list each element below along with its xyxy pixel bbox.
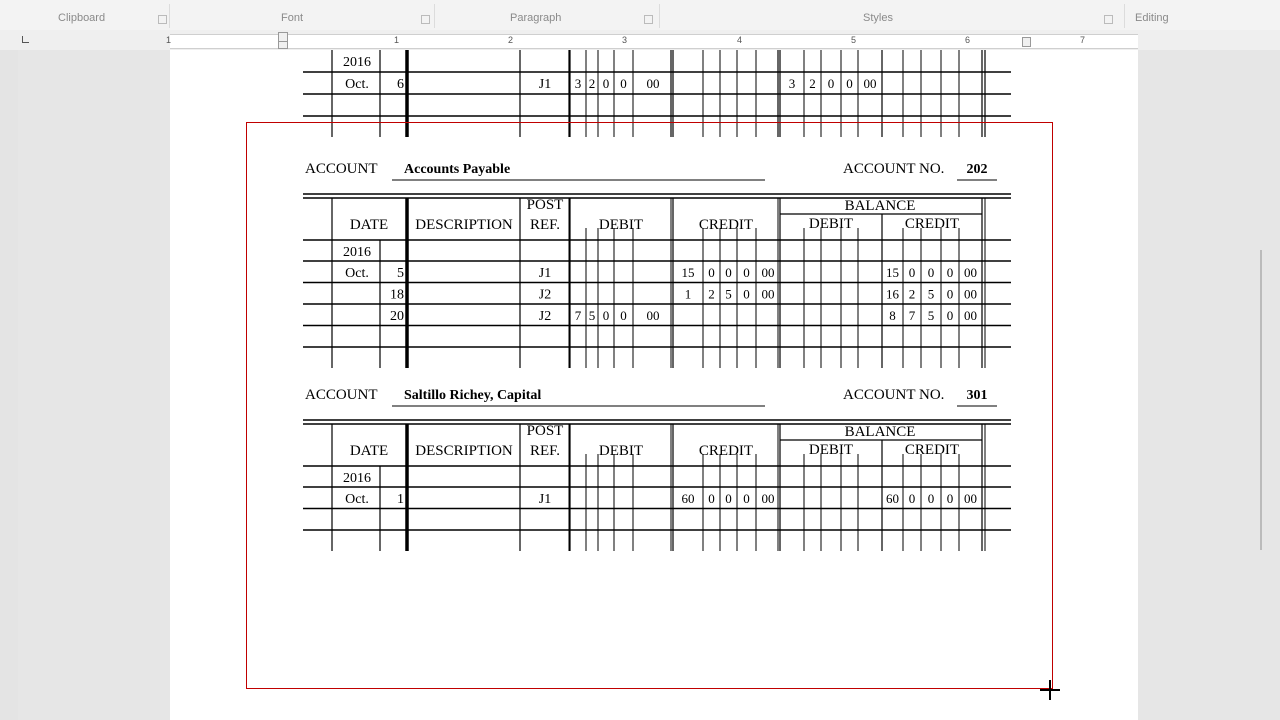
balance-header: BALANCE [844, 198, 916, 214]
date-header: DATE [349, 217, 389, 233]
month-cell: Oct. [345, 77, 369, 92]
ribbon-group-label: Paragraph [510, 12, 562, 24]
amount-digit: 0 [946, 491, 954, 506]
day-cell: 5 [397, 266, 404, 281]
amount-digit: 0 [708, 491, 715, 506]
ruler-number: 2 [508, 35, 514, 45]
amount-digit: 2 [908, 286, 916, 302]
amount-digit: 0 [602, 76, 610, 91]
amount-digit: 00 [761, 286, 775, 302]
amount-digit: 5 [927, 286, 935, 302]
amount-digit: 00 [964, 491, 977, 506]
amount-digit: 7 [908, 308, 916, 323]
year-cell: 2016 [343, 55, 371, 70]
balance-debit-header: DEBIT [808, 216, 854, 232]
amount-digit: 2 [708, 286, 715, 302]
amount-digit: 5 [725, 286, 732, 302]
amount-digit: 0 [827, 76, 835, 91]
amount-digit: 0 [927, 265, 935, 280]
ribbon-group-label: Font [281, 12, 304, 24]
amount-digit: 0 [743, 491, 750, 506]
month-cell: Oct. [345, 492, 369, 507]
amount-digit: 0 [620, 76, 627, 91]
amount-digit: 60 [886, 491, 899, 506]
description-header: DESCRIPTION [415, 217, 513, 233]
day-cell: 18 [390, 287, 404, 303]
post-ref-cell: J2 [538, 309, 552, 324]
amount-digit: 00 [761, 491, 775, 506]
day-cell: 1 [397, 492, 404, 507]
account-label: ACCOUNT [305, 387, 378, 403]
ref-header: REF. [529, 217, 561, 233]
amount-digit: 0 [743, 286, 750, 302]
ruler-number: 1 [394, 35, 400, 45]
day-cell: 6 [397, 77, 404, 92]
day-cell: 20 [390, 309, 404, 324]
amount-digit: 0 [946, 265, 954, 280]
debit-header: DEBIT [598, 443, 644, 459]
ruler-number: 4 [737, 35, 743, 45]
amount-digit: 00 [863, 76, 877, 91]
amount-digit: 3 [788, 76, 796, 91]
balance-debit-header: DEBIT [808, 442, 854, 458]
account-name: Saltillo Richey, Capital [404, 388, 542, 403]
amount-digit: 0 [927, 491, 935, 506]
amount-digit: 00 [964, 286, 977, 302]
post-ref-cell: J1 [538, 266, 552, 281]
account-name: Accounts Payable [404, 162, 511, 177]
amount-digit: 0 [908, 491, 916, 506]
move-cursor-icon [1040, 680, 1060, 700]
amount-digit: 0 [708, 265, 715, 280]
date-header: DATE [349, 443, 389, 459]
amount-digit: 0 [908, 265, 916, 280]
amount-digit: 15 [886, 265, 899, 280]
amount-digit: 00 [646, 308, 660, 323]
balance-header: BALANCE [844, 424, 916, 440]
ref-header: REF. [529, 443, 561, 459]
amount-digit: 2 [809, 76, 816, 91]
amount-digit: 7 [574, 308, 582, 323]
image-selection-frame[interactable] [246, 122, 1053, 689]
post-ref-cell: J1 [538, 77, 552, 92]
ruler-number: 3 [622, 35, 628, 45]
amount-digit: 5 [927, 308, 935, 323]
amount-digit: 00 [964, 308, 977, 323]
description-header: DESCRIPTION [415, 443, 513, 459]
year-cell: 2016 [343, 245, 371, 260]
account-no-label: ACCOUNT NO. [843, 387, 945, 403]
balance-credit-header: CREDIT [904, 442, 960, 458]
amount-digit: 0 [602, 308, 610, 323]
amount-digit: 15 [681, 265, 695, 280]
post-ref-cell: J2 [538, 287, 552, 303]
amount-digit: 16 [886, 286, 899, 302]
amount-digit: 0 [946, 286, 954, 302]
ribbon-group-label: Styles [863, 12, 893, 24]
credit-header: CREDIT [698, 443, 754, 459]
amount-digit: 0 [743, 265, 750, 280]
amount-digit: 8 [889, 308, 896, 323]
post-ref-cell: J1 [538, 492, 552, 507]
post-header: POST [526, 423, 564, 439]
ribbon-group-label: Clipboard [58, 12, 106, 24]
account-label: ACCOUNT [305, 161, 378, 177]
account-no-label: ACCOUNT NO. [843, 161, 945, 177]
amount-digit: 00 [964, 265, 977, 280]
amount-digit: 0 [620, 308, 627, 323]
amount-digit: 60 [681, 491, 695, 506]
amount-digit: 5 [588, 308, 596, 323]
account-no: 301 [966, 388, 988, 403]
ribbon-group-label: Editing [1135, 12, 1169, 24]
ruler-number: 1 [166, 35, 172, 45]
month-cell: Oct. [345, 266, 369, 281]
ruler-number: 5 [851, 35, 857, 45]
amount-digit: 00 [646, 76, 660, 91]
amount-digit: 0 [725, 265, 732, 280]
ruler-number: 6 [965, 35, 971, 45]
amount-digit: 0 [725, 491, 732, 506]
balance-credit-header: CREDIT [904, 216, 960, 232]
amount-digit: 0 [946, 308, 954, 323]
amount-digit: 3 [574, 76, 582, 91]
ruler-number: 7 [1080, 35, 1086, 45]
amount-digit: 1 [684, 286, 692, 302]
credit-header: CREDIT [698, 217, 754, 233]
amount-digit: 0 [846, 76, 853, 91]
amount-digit: 2 [588, 76, 596, 91]
amount-digit: 00 [761, 265, 775, 280]
post-header: POST [526, 197, 564, 213]
debit-header: DEBIT [598, 217, 644, 233]
year-cell: 2016 [343, 471, 371, 486]
account-no: 202 [966, 162, 988, 177]
